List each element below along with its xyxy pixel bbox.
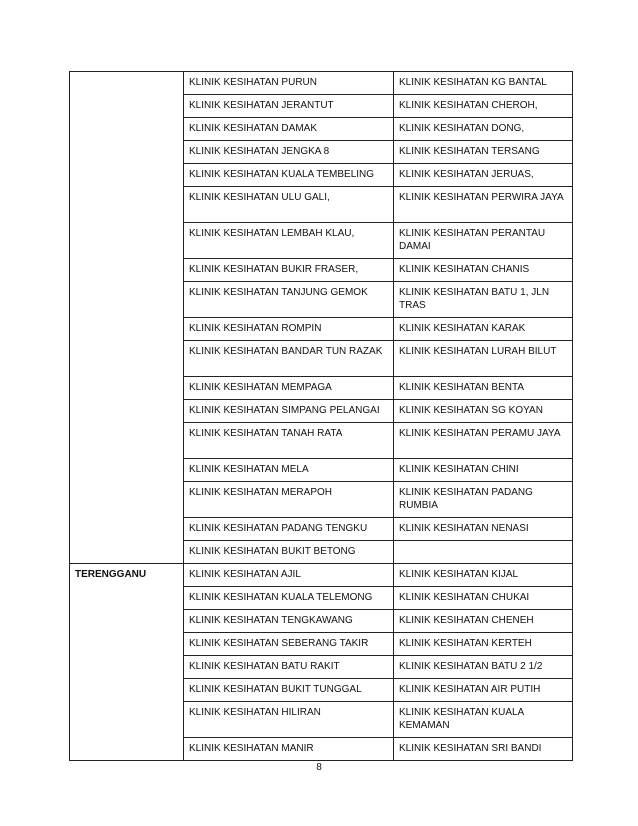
clinic-cell: KLINIK KESIHATAN TANJUNG GEMOK [184, 282, 394, 318]
clinic-cell: KLINIK KESIHATAN TANAH RATA [184, 423, 394, 459]
clinic-cell: KLINIK KESIHATAN JERUAS, [394, 164, 573, 187]
table-row [70, 72, 573, 95]
clinic-cell: KLINIK KESIHATAN SIMPANG PELANGAI [184, 400, 394, 423]
clinic-cell: KLINIK KESIHATAN LURAH BILUT [394, 341, 573, 377]
clinic-cell: KLINIK KESIHATAN TENGKAWANG [184, 610, 394, 633]
clinic-cell: KLINIK KESIHATAN PADANG TENGKU [184, 518, 394, 541]
clinic-cell: KLINIK KESIHATAN PURUN [184, 72, 394, 95]
clinic-cell [394, 541, 573, 564]
clinic-cell: KLINIK KESIHATAN ULU GALI, [184, 187, 394, 223]
clinic-cell: KLINIK KESIHATAN BUKIT BETONG [184, 541, 394, 564]
clinic-cell: KLINIK KESIHATAN JENGKA 8 [184, 141, 394, 164]
clinic-cell: KLINIK KESIHATAN SEBERANG TAKIR [184, 633, 394, 656]
clinic-cell: KLINIK KESIHATAN MEMPAGA [184, 377, 394, 400]
clinic-cell: KLINIK KESIHATAN MELA [184, 459, 394, 482]
clinic-cell: KLINIK KESIHATAN DAMAK [184, 118, 394, 141]
clinic-cell: KLINIK KESIHATAN KARAK [394, 318, 573, 341]
clinic-cell: KLINIK KESIHATAN SG KOYAN [394, 400, 573, 423]
clinic-cell: KLINIK KESIHATAN HILIRAN [184, 702, 394, 738]
clinic-cell: KLINIK KESIHATAN MERAPOH [184, 482, 394, 518]
clinic-cell: KLINIK KESIHATAN BUKIR FRASER, [184, 259, 394, 282]
clinic-cell: KLINIK KESIHATAN JERANTUT [184, 95, 394, 118]
clinic-cell: KLINIK KESIHATAN PERAMU JAYA [394, 423, 573, 459]
clinic-cell: KLINIK KESIHATAN CHANIS [394, 259, 573, 282]
clinic-cell: KLINIK KESIHATAN BATU 2 1/2 [394, 656, 573, 679]
clinic-cell: KLINIK KESIHATAN PERWIRA JAYA [394, 187, 573, 223]
clinic-cell: KLINIK KESIHATAN PERANTAU DAMAI [394, 223, 573, 259]
clinic-cell: KLINIK KESIHATAN BENTA [394, 377, 573, 400]
clinic-table [69, 71, 573, 761]
clinic-cell: KLINIK KESIHATAN AIR PUTIH [394, 679, 573, 702]
clinic-cell: KLINIK KESIHATAN PADANG RUMBIA [394, 482, 573, 518]
clinic-cell: KLINIK KESIHATAN ROMPIN [184, 318, 394, 341]
clinic-cell: KLINIK KESIHATAN NENASI [394, 518, 573, 541]
clinic-cell: KLINIK KESIHATAN KERTEH [394, 633, 573, 656]
clinic-cell: KLINIK KESIHATAN BATU 1, JLN TRAS [394, 282, 573, 318]
clinic-cell: KLINIK KESIHATAN CHEROH, [394, 95, 573, 118]
state-cell-terengganu: TERENGGANU [70, 564, 184, 761]
state-cell-pahang [70, 72, 184, 564]
clinic-cell: KLINIK KESIHATAN KG BANTAL [394, 72, 573, 95]
clinic-cell: KLINIK KESIHATAN KUALA TELEMONG [184, 587, 394, 610]
page-number: 8 [316, 762, 322, 773]
clinic-cell: KLINIK KESIHATAN AJIL [184, 564, 394, 587]
clinic-cell: KLINIK KESIHATAN CHENEH [394, 610, 573, 633]
clinic-cell: KLINIK KESIHATAN DONG, [394, 118, 573, 141]
clinic-cell: KLINIK KESIHATAN KUALA TEMBELING [184, 164, 394, 187]
clinic-cell: KLINIK KESIHATAN SRI BANDI [394, 738, 573, 761]
clinic-cell: KLINIK KESIHATAN BUKIT TUNGGAL [184, 679, 394, 702]
clinic-cell: KLINIK KESIHATAN TERSANG [394, 141, 573, 164]
clinic-cell: KLINIK KESIHATAN KIJAL [394, 564, 573, 587]
clinic-cell: KLINIK KESIHATAN BANDAR TUN RAZAK [184, 341, 394, 377]
clinic-cell: KLINIK KESIHATAN CHUKAI [394, 587, 573, 610]
clinic-cell: KLINIK KESIHATAN KUALA KEMAMAN [394, 702, 573, 738]
clinic-cell: KLINIK KESIHATAN MANIR [184, 738, 394, 761]
clinic-table-body [70, 72, 573, 761]
clinic-cell: KLINIK KESIHATAN CHINI [394, 459, 573, 482]
clinic-cell: KLINIK KESIHATAN BATU RAKIT [184, 656, 394, 679]
clinic-cell: KLINIK KESIHATAN LEMBAH KLAU, [184, 223, 394, 259]
table-row [70, 564, 573, 587]
